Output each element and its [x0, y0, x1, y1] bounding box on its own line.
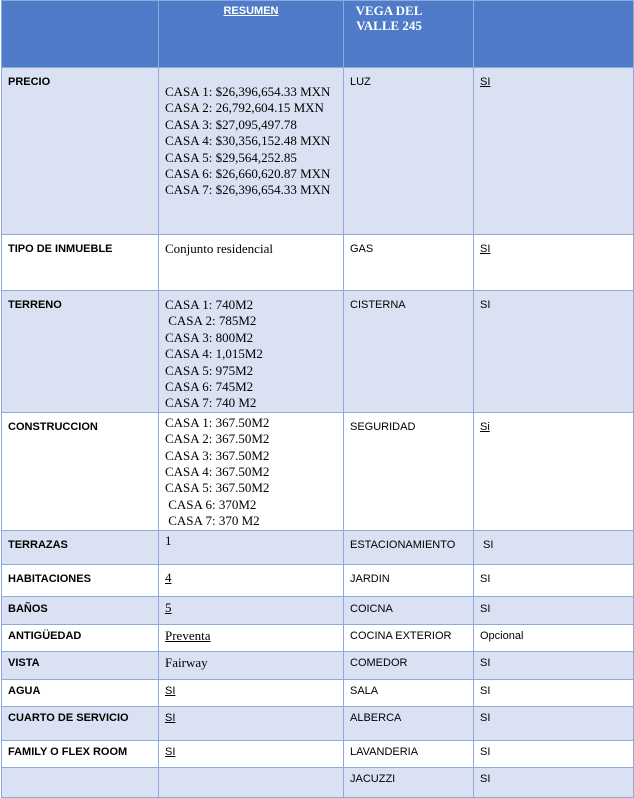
- table-row-agua: [2, 679, 634, 706]
- precio-casa-6: CASA 6: $26,660,620.87 MXN: [165, 166, 331, 182]
- value-family[interactable]: SI: [165, 745, 176, 758]
- construccion-casa-1: CASA 1: 367.50M2: [165, 414, 270, 430]
- feature-estacionamiento: ESTACIONAMIENTO: [350, 538, 456, 551]
- terreno-casa-3: CASA 3: 800M2: [165, 329, 254, 345]
- table-row-terrazas: [2, 530, 634, 564]
- construccion-casa-7: CASA 7: 370 M2: [165, 513, 260, 529]
- precio-casa-2: CASA 2: 26,792,604.15 MXN: [165, 100, 324, 116]
- feature-value-cisterna: SI: [480, 299, 491, 311]
- feature-alberca: ALBERCA: [350, 711, 402, 724]
- row-label-habitaciones: HABITACIONES: [8, 572, 91, 585]
- row-label-construccion: CONSTRUCCION: [8, 420, 98, 433]
- feature-value-gas[interactable]: SI: [480, 243, 491, 255]
- empty-cell-2: [159, 767, 344, 797]
- construccion-casa-4: CASA 4: 367.50M2: [165, 464, 270, 480]
- feature-gas: GAS: [350, 243, 374, 255]
- feature-value-seguridad[interactable]: Si: [480, 420, 490, 433]
- table-row-family: [2, 740, 634, 767]
- precio-casa-1: CASA 1: $26,396,654.33 MXN: [165, 84, 331, 99]
- table-row-banos: [2, 596, 634, 624]
- terreno-casa-2: CASA 2: 785M2: [165, 313, 257, 329]
- construccion-casa-2: CASA 2: 367.50M2: [165, 431, 270, 447]
- feature-comedor: COMEDOR: [350, 656, 408, 669]
- construccion-casa-5: CASA 5: 367.50M2: [165, 480, 270, 496]
- row-label-banos: BAÑOS: [8, 602, 48, 615]
- row-label-agua: AGUA: [8, 684, 41, 697]
- feature-lavanderia: LAVANDERIA: [350, 745, 419, 758]
- feature-jacuzzi: JACUZZI: [350, 772, 396, 785]
- construccion-casa-6: CASA 6: 370M2: [165, 496, 257, 512]
- feature-luz: LUZ: [350, 76, 371, 88]
- header-cell-resumen: [159, 1, 344, 68]
- construccion-list: [159, 413, 343, 530]
- value-habitaciones[interactable]: 4: [165, 569, 172, 585]
- terreno-casa-1: CASA 1: 740M2: [165, 297, 254, 312]
- row-label-tipo: TIPO DE INMUEBLE: [8, 243, 113, 255]
- resumen-link[interactable]: RESUMEN: [223, 5, 279, 17]
- feature-value-jardin: SI: [480, 572, 491, 585]
- header-cell-empty-2: [474, 1, 634, 68]
- feature-cocina-exterior: COCINA EXTERIOR: [350, 629, 452, 642]
- table-row-vista: [2, 651, 634, 679]
- row-label-terrazas: TERRAZAS: [8, 538, 68, 551]
- terreno-list: [159, 291, 343, 412]
- construccion-casa-3: CASA 3: 367.50M2: [165, 447, 270, 463]
- precio-casa-5: CASA 5: $29,564,252.85: [165, 149, 297, 165]
- feature-value-estacionamiento: SI: [480, 538, 494, 551]
- empty-cell: [2, 767, 159, 797]
- value-vista: Fairway: [165, 654, 208, 670]
- feature-value-luz[interactable]: SI: [480, 76, 491, 88]
- value-cuarto[interactable]: SI: [165, 711, 176, 724]
- terreno-casa-4: CASA 4: 1,015M2: [165, 346, 263, 362]
- precio-list: [159, 68, 343, 199]
- feature-value-jacuzzi: SI: [480, 772, 491, 785]
- value-agua[interactable]: SI: [165, 684, 176, 697]
- property-title: [344, 1, 434, 33]
- feature-value-cocina-exterior: Opcional: [480, 629, 524, 642]
- value-banos[interactable]: 5: [165, 599, 172, 615]
- terreno-casa-6: CASA 6: 745M2: [165, 379, 254, 395]
- header-row: [2, 1, 634, 68]
- precio-casa-7: CASA 7: $26,396,654.33 MXN: [165, 182, 331, 198]
- feature-value-comedor: SI: [480, 656, 491, 669]
- precio-casa-4: CASA 4: $30,356,152.48 MXN: [165, 133, 331, 149]
- row-label-antiguedad: ANTIGÜEDAD: [8, 629, 82, 642]
- value-tipo: Conjunto residencial: [165, 241, 273, 256]
- feature-value-sala: SI: [480, 684, 491, 697]
- row-label-terreno: TERRENO: [8, 299, 62, 311]
- value-antiguedad[interactable]: Preventa: [165, 627, 211, 643]
- table-row-tipo: [2, 235, 634, 291]
- property-title-line2: VALLE 245: [356, 18, 422, 33]
- feature-cisterna: CISTERNA: [350, 299, 406, 311]
- row-label-precio: PRECIO: [8, 76, 51, 88]
- table-row-antiguedad: [2, 624, 634, 651]
- feature-jardin: JARDIN: [350, 572, 390, 585]
- header-cell-empty: [2, 1, 159, 68]
- row-label-cuarto: CUARTO DE SERVICIO: [8, 711, 129, 724]
- feature-value-lavanderia: SI: [480, 745, 491, 758]
- feature-sala: SALA: [350, 684, 379, 697]
- row-label-family: FAMILY O FLEX ROOM: [8, 745, 128, 758]
- property-title-line1: VEGA DEL: [355, 3, 423, 18]
- table-row-habitaciones: [2, 564, 634, 596]
- table-row-last: [2, 767, 634, 797]
- row-label-vista: VISTA: [8, 656, 40, 669]
- value-terrazas: 1: [165, 532, 172, 548]
- table-row-terreno: [2, 291, 634, 413]
- feature-seguridad: SEGURIDAD: [350, 420, 416, 433]
- feature-value-cocina: SI: [480, 602, 491, 615]
- terreno-casa-7: CASA 7: 740 M2: [165, 395, 257, 411]
- terreno-casa-5: CASA 5: 975M2: [165, 362, 254, 378]
- table-row-precio: [2, 68, 634, 235]
- table-row-cuarto: [2, 706, 634, 740]
- precio-casa-3: CASA 3: $27,095,497.78: [165, 116, 297, 132]
- feature-cocina: COICNA: [350, 602, 393, 615]
- header-cell-title: [344, 1, 474, 68]
- feature-value-alberca: SI: [480, 711, 491, 724]
- property-summary-table: [1, 0, 634, 798]
- table-row-construccion: [2, 412, 634, 530]
